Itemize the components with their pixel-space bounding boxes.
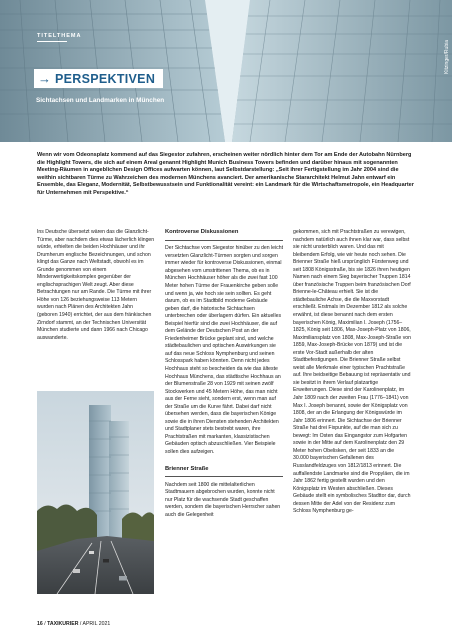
photo-credit: Kitzinger/Rubia (444, 40, 450, 74)
footer-separator: / (79, 621, 83, 627)
body-paragraph: Der Sichtachse vom Siegestor hinüber zu den leicht versetzten Glanzlicht-Türmen sorgten und sorgen immer wieder für kontroverse Diskussionen, einmal abgesehen vom umstrittenen Thema, ob es in München Hochhäuser höher als die zwei fast 100 Meter hohen Türme der Frauenkirche geben solle und wenn ja, wie hoch sie sein sollten. Es geht darum, ob es im Stadtbild moderne Gebäude geben darf, die historische Sichtachsen unterbrechen oder überlagern dürfen. Ein aktuelles Beispiel hierfür sind die zwei Hochhäuser, die auf dem Gelände der Deutschen Post an der Friedenheimer Brücke geplant sind, und welche städtebaulichen und optischen Auswirkungen sie auf das neue Schloss Nymphenburg und seinen Schlosspark haben könnten. Denn nicht jedes Hochhaus steht so bescheiden da wie das älteste Hochhaus Münchens, das städtische Hochhaus an der Blumenstraße 28 von 1929 mit seinen zwölf Stockwerken und 45 Metern Höhe, das man nicht aus der Ferne sieht, sondern erst, wenn man auf der Straße um die Kurve fährt. Dabei darf nicht übersehen werden, dass die bayerischen Könige sowie die in ihren Diensten stehenden Architekten und Stadtplaner stets bestrebt waren, ihre Prachtstraßen mit markanten, klassizistischen Gebäuden optisch abzuschließen. Vier Beispiele sollen dies aufzeigen. (165, 245, 284, 455)
article-headline: PERSPEKTIVEN (55, 71, 156, 86)
body-paragraph: gekommen, sich mit Prachtstraßen zu verewigen, nachdem natürlich auch ihnen klar war, dass selbst sie nicht unsterblich waren. Und das mit bleibendem Erfolg, wie wir heute noch sehen. Die Brienner Straße hieß ursprünglich Fürstenweg und seit 1808 Königsstraße, bis sie 1826 ihren heutigen Namen nach einem Sieg bayerischer Truppen 1814 über französische Truppen beim französischen Dorf Brienne-le-Château erhielt. Sie ist die städtebauliche Achse, die die Maxvorstadt erschließt. Erstmals im Dezember 1812 als solche erwähnt, ist diese benannt nach dem ersten bayerischen König, Maximilian I. Joseph (1756–1825, König seit 1806, Max-Joseph-Platz von 1806, Maximiliansplatz von 1808, Max-Joseph-Straße von 1859, Max-Joseph-Brücke von 1879) und ist die erste Vor-Stadt außerhalb der alten Stadtbefestigungen. Die Brienner Straße selbst weist alle Merkmale einer typischen Prachtstraße auf. Ihre beidseitige Bebauung ist repräsentativ und sie besitzt in ihrem Verlauf platzartige Erweiterungen. Diese sind der Karolinenplatz, im Jahr 1809 nach der zweiten Frau (1776–1841) von Max I. Joseph benannt, sowie der Königsplatz von 1808, der an die Erlangung der Königswürde im Jahr 1806 erinnert. Die Sichtachse der Brienner Straße hat drei Fixpunkte, auf die man sich zu bewegt: Im Osten das Eingangstor zum Hofgarten sowie in der Mitte auf dem Karolinenplatz den 29 Meter hohen Obelisken, der seit 1833 an die 30.000 bayerischen Gefallenen des Russlandfeldzuges von 1812/1813 erinnert. Die auffallendste Landmarke sind die Propyläen, die im Jahr 1862 fertig gestellt wurden und den Königsplatz im Westen abschließen. Dieses Gebäude stellt ein symbolisches Stadttor dar, durch dessen Mitte der Adel von der Residenz zum Schloss Nymphenburg ge- (293, 229, 412, 515)
page-number: 16 (37, 621, 43, 627)
subheading-kontroverse: Kontroverse Diskussionen (165, 229, 239, 235)
arrow-right-icon: → (38, 71, 51, 86)
body-paragraph: Nachdem seit 1800 die mittelalterlichen Stadtmauern abgebrochen wurden, konnte nicht nur Platz für die wachsende Stadt geschaffen werden, sondern die bayerischen Herrscher sahen auch die Gelegenheit (165, 481, 281, 518)
text-column-3 (293, 229, 411, 516)
headline-box (34, 69, 163, 88)
rubric-divider (37, 41, 67, 42)
subheading-brienner: Brienner Straße (165, 465, 209, 472)
footer-separator: / (44, 621, 48, 627)
body-paragraph: Ins Deutsche übersetzt wären das die Glanzlicht-Türme, aber nachdem dies etwas lächerlich klingen würde, erhielten die beiden Hochhäuser und ihr Drumherum englische Bezeichnungen, und schon klingt das Ganze nach Weltstadt, obwohl es im Grunde genommen von einem Minderwertigkeitskomplex gegenüber der englischsprachigen Welt zeugt. Aber diese Betrachtungen nur am Rande. Die Türme mit ihrer Höhe von 126 beziehungsweise 113 Metern wurden nach Plänen des Architekten Jahn (geboren 1940) errichtet, der aus dem fränkischen Zirndorf stammt, an der Technischen Universität München studierte und dann 1966 nach Chicago auswanderte. (37, 229, 155, 341)
text-column-1 (37, 229, 155, 342)
hero-image (0, 0, 452, 142)
issue-date: APRIL 2021 (82, 621, 111, 627)
text-column-2 (165, 229, 283, 520)
article-lead: Wenn wir vom Odeonsplatz kommend auf das Siegestor zufahren, erscheinen weiter nördlich hinter dem Tor am Ende der Autobahn Nürnberg die Highlight Towers, die sich auf einem Areal genannt Highlight Munich Business Towers befinden und darüber hinaus mit sogenannten Meeting-Räumen in angeblichen Design Offices aufwarten können, laut Selbstdarstellung: „Seit ihrer Fertigstellung im Jahr 2004 sind die weithin sichtbaren Türme zu Wahrzeichen des modernen Münchens avanciert. Der amerikanische Stararchitekt Helmut Jahn entwarf ein Ensemble, das Eleganz, Modernität, Selbstbewusstsein und Funktionalität vereint: ein Landmark für die Wirtschaftsmetropole, ein Headquarter für Unternehmen mit Perspektive.“ (37, 152, 414, 196)
highlight-towers-photo (37, 391, 154, 594)
magazine-name: TAXIKURIER (47, 621, 79, 627)
subheading-divider (165, 240, 283, 241)
towers-illustration (37, 391, 154, 594)
article-subline: Sichtachsen und Landmarken in München (36, 97, 165, 104)
section-rubric: TITELTHEMA (37, 33, 82, 39)
page-footer (37, 621, 110, 627)
subheading-divider (165, 476, 283, 477)
